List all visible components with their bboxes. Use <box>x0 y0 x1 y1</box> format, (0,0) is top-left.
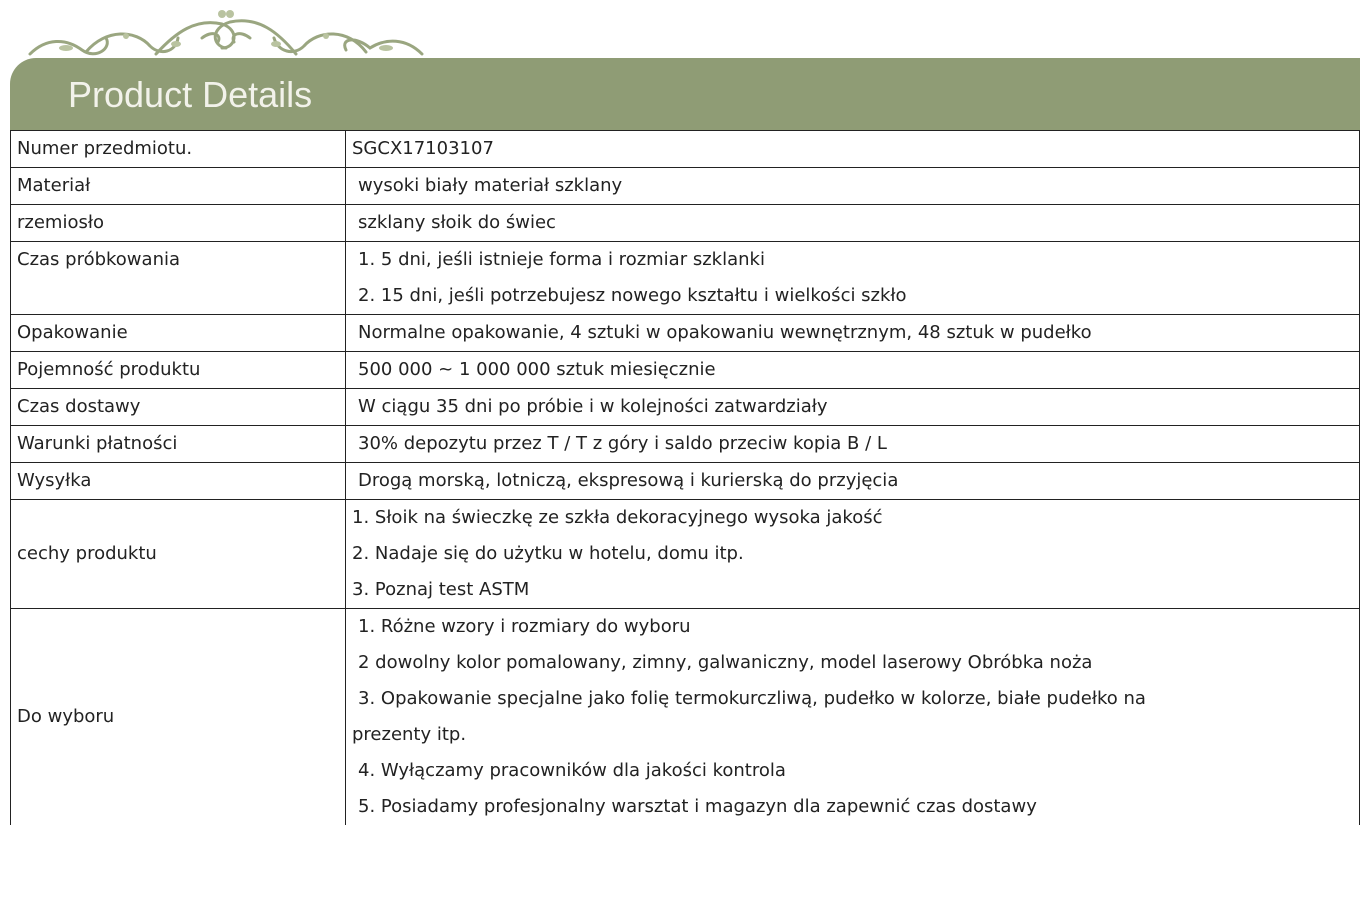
row-value <box>346 352 1360 389</box>
value-line: prezenty itp. <box>352 724 467 745</box>
value-line: 3. Opakowanie specjalne jako folię termokurczliwą, pudełko w kolorze, białe pudełko na <box>358 688 1146 709</box>
row-value <box>346 205 1360 242</box>
value-line: 1. Słoik na świeczkę ze szkła dekoracyjnego wysoka jakość <box>352 507 883 528</box>
value-line: 500 000 ~ 1 000 000 sztuk miesięcznie <box>358 359 716 380</box>
table-row <box>11 242 1360 315</box>
page-title: Product Details <box>68 74 313 115</box>
product-details-banner <box>10 0 1360 130</box>
table-row <box>11 389 1360 426</box>
row-value <box>346 168 1360 205</box>
value-line: 1. 5 dni, jeśli istnieje forma i rozmiar szklanki <box>358 249 765 270</box>
table-row <box>11 315 1360 352</box>
row-label: rzemiosło <box>11 205 346 242</box>
table-row <box>11 463 1360 500</box>
value-line: 3. Poznaj test ASTM <box>352 579 530 600</box>
row-label: cechy produktu <box>11 500 346 609</box>
row-value <box>346 500 1360 609</box>
row-label: Materiał <box>11 168 346 205</box>
row-value <box>346 131 1360 168</box>
row-label: Wysyłka <box>11 463 346 500</box>
floral-scroll-ornament-icon <box>26 8 426 60</box>
value-line: szklany słoik do świec <box>358 212 556 233</box>
table-row <box>11 205 1360 242</box>
value-line: W ciągu 35 dni po próbie i w kolejności zatwardziały <box>358 396 828 417</box>
value-line: 4. Wyłączamy pracowników dla jakości kontrola <box>358 760 786 781</box>
table-row <box>11 609 1360 826</box>
row-value <box>346 426 1360 463</box>
row-value <box>346 242 1360 315</box>
table-row <box>11 168 1360 205</box>
row-label: Pojemność produktu <box>11 352 346 389</box>
title-bar <box>10 58 1360 131</box>
row-label: Czas próbkowania <box>11 242 346 315</box>
row-label: Czas dostawy <box>11 389 346 426</box>
row-label: Warunki płatności <box>11 426 346 463</box>
value-line: 2 dowolny kolor pomalowany, zimny, galwaniczny, model laserowy Obróbka noża <box>358 652 1093 673</box>
value-line: 5. Posiadamy profesjonalny warsztat i magazyn dla zapewnić czas dostawy <box>358 796 1037 817</box>
value-line: wysoki biały materiał szklany <box>358 175 623 196</box>
table-row <box>11 500 1360 609</box>
value-line: 30% depozytu przez T / T z góry i saldo przeciw kopia B / L <box>358 433 887 454</box>
row-label: Do wyboru <box>11 609 346 826</box>
value-line: 2. 15 dni, jeśli potrzebujesz nowego kształtu i wielkości szkło <box>358 285 907 306</box>
row-value <box>346 609 1360 826</box>
row-value <box>346 389 1360 426</box>
row-value <box>346 315 1360 352</box>
value-line: 1. Różne wzory i rozmiary do wyboru <box>358 616 691 637</box>
row-label: Numer przedmiotu. <box>11 131 346 168</box>
table-row <box>11 426 1360 463</box>
value-line: Normalne opakowanie, 4 sztuki w opakowaniu wewnętrznym, 48 sztuk w pudełko <box>358 322 1092 343</box>
value-line: Drogą morską, lotniczą, ekspresową i kurierską do przyjęcia <box>358 470 899 491</box>
row-label: Opakowanie <box>11 315 346 352</box>
value-line: 2. Nadaje się do użytku w hotelu, domu itp. <box>352 543 744 564</box>
value-line: SGCX17103107 <box>352 138 494 159</box>
row-value <box>346 463 1360 500</box>
table-row <box>11 352 1360 389</box>
product-details-table <box>10 130 1360 825</box>
table-row <box>11 131 1360 168</box>
